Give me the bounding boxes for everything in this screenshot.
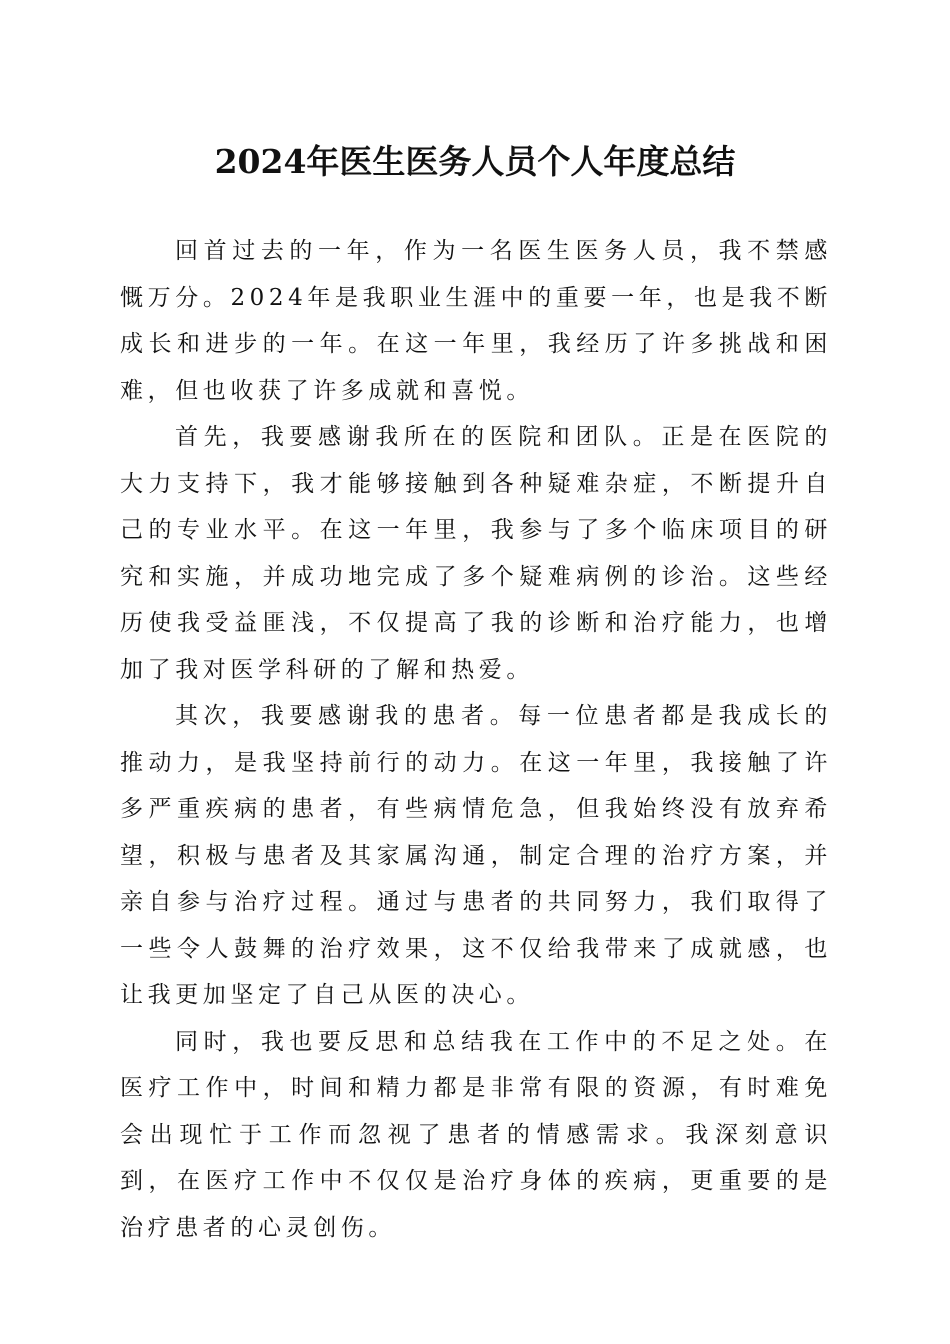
- paragraph-thanks-hospital: 首先，我要感谢我所在的医院和团队。正是在医院的大力支持下，我才能够接触到各种疑难杂症，不断提升自己的专业水平。在这一年里，我参与了多个临床项目的研究和实施，并成功地完成了多个疑难病例的诊治。这些经历使我受益匪浅，不仅提高了我的诊断和治疗能力，也增加了我对医学科研的了解和热爱。: [120, 424, 832, 683]
- paragraph-thanks-patients: 其次，我要感谢我的患者。每一位患者都是我成长的推动力，是我坚持前行的动力。在这一年里，我接触了许多严重疾病的患者，有些病情危急，但我始终没有放弃希望，积极与患者及其家属沟通，制定合理的治疗方案，并亲自参与治疗过程。通过与患者的共同努力，我们取得了一些令人鼓舞的治疗效果，这不仅给我带来了成就感，也让我更加坚定了自己从医的决心。: [120, 703, 832, 1008]
- document-title: 2024年医生医务人员个人年度总结: [214, 142, 736, 181]
- paragraph-intro: 回首过去的一年，作为一名医生医务人员，我不禁感慨万分。2024年是我职业生涯中的重要一年，也是我不断成长和进步的一年。在这一年里，我经历了许多挑战和困难，但也收获了许多成就和喜悦。: [120, 238, 832, 404]
- paragraph-reflection: 同时，我也要反思和总结我在工作中的不足之处。在医疗工作中，时间和精力都是非常有限的资源，有时难免会出现忙于工作而忽视了患者的情感需求。我深刻意识到，在医疗工作中不仅仅是治疗身体的疾病，更重要的是治疗患者的心灵创伤。: [120, 1028, 832, 1241]
- document-body: [120, 228, 832, 1251]
